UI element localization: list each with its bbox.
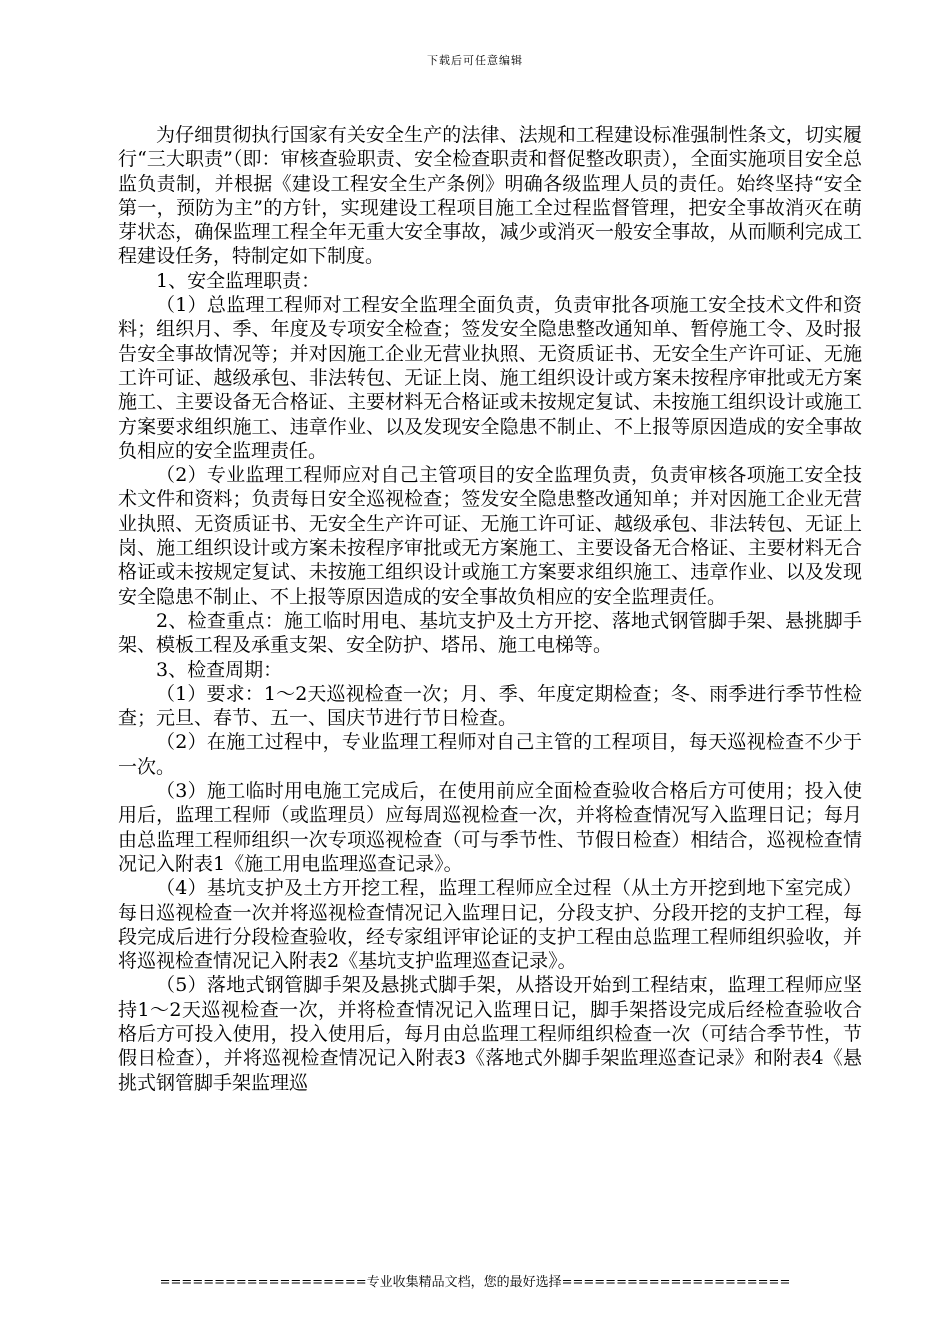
intro-paragraph: 为仔细贯彻执行国家有关安全生产的法律、法规和工程建设标准强制性条文，切实履行“三大职责”（即：审核查验职责、安全检查职责和督促整改职责），全面实施项目安全总监负责制，并根据《建设工程安全生产条例》明确各级监理人员的责任。始终坚持“安全第一，预防为主”的方针，实现建设工程项目施工全过程监督管理，把安全事故消灭在萌芽状态，确保监理工程全年无重大安全事故，减少或消灭一般安全事故，从而顺利完成工程建设任务，特制定如下制度。	[118, 124, 862, 268]
paragraph-daily-patrol: （2）在施工过程中，专业监理工程师对自己主管的工程项目，每天巡视检查不少于一次。	[118, 731, 862, 778]
section-heading-inspection-focus: 2、检查重点：施工临时用电、基坑支护及土方开挖、落地式钢管脚手架、悬挑脚手架、模板工程及承重支架、安全防护、塔吊、施工电梯等。	[118, 609, 862, 657]
document-body	[118, 123, 862, 1095]
paragraph-cycle-requirements: （1）要求：1～2天巡视检查一次；月、季、年度定期检查；冬、雨季进行季节性检查；元旦、春节、五一、国庆节进行节日检查。	[118, 682, 862, 730]
section-heading-responsibilities: 1、安全监理职责：	[156, 269, 321, 292]
page-footer-note: ===================专业收集精品文档，您的最好选择=====================	[159, 1275, 791, 1290]
paragraph-foundation-pit: （4）基坑支护及土方开挖工程，监理工程师应全过程（从土方开挖到地下室完成）每日巡视检查一次并将巡视检查情况记入监理日记，分段支护、分段开挖的支护工程，每段完成后进行分段检查验收，经专家组评审论证的支护工程由总监理工程师组织验收，并将巡视检查情况记入附表2《基坑支护监理巡查记录》。	[118, 877, 862, 973]
page-header-note: 下载后可任意编辑	[427, 54, 523, 67]
paragraph-specialist-engineer-duty: （2）专业监理工程师应对自己主管项目的安全监理负责，负责审核各项施工安全技术文件和资料；负责每日安全巡视检查；签发安全隐患整改通知单；并对因施工企业无营业执照、无资质证书、无安全生产许可证、无施工许可证、越级承包、非法转包、无证上岗、施工组织设计或方案未按程序审批或无方案施工、主要设备无合格证、主要材料无合格证或未按规定复试、未按施工组织设计或施工方案要求组织施工、违章作业、以及发现安全隐患不制止、不上报等原因造成的安全事故负相应的安全监理责任。	[118, 464, 862, 608]
paragraph-scaffolding: （5）落地式钢管脚手架及悬挑式脚手架，从搭设开始到工程结束，监理工程师应坚持1～2天巡视检查一次，并将检查情况记入监理日记，脚手架搭设完成后经检查验收合格后方可投入使用，投入使用后，每月由总监理工程师组织检查一次（可结合季节性，节假日检查），并将巡视检查情况记入附表3《落地式外脚手架监理巡查记录》和附表4《悬挑式钢管脚手架监理巡	[118, 974, 862, 1094]
section-heading-inspection-cycle: 3、检查周期：	[156, 658, 283, 681]
paragraph-temporary-power: （3）施工临时用电施工完成后，在使用前应全面检查验收合格后方可使用；投入使用后，监理工程师（或监理员）应每周巡视检查一次，并将检查情况写入监理日记；每月由总监理工程师组织一次专项巡视检查（可与季节性、节假日检查）相结合，巡视检查情况记入附表1《施工用电监理巡查记录》。	[118, 780, 862, 875]
paragraph-chief-engineer-duty: （1）总监理工程师对工程安全监理全面负责，负责审批各项施工安全技术文件和资料；组织月、季、年度及专项安全检查；签发安全隐患整改通知单、暂停施工令、及时报告安全事故情况等；并对因施工企业无营业执照、无资质证书、无安全生产许可证、无施工许可证、越级承包、非法转包、无证上岗、施工组织设计或方案未按程序审批或无方案施工、主要设备无合格证、主要材料无合格证或未按规定复试、未按施工组织设计或施工方案要求组织施工、违章作业、以及发现安全隐患不制止、不上报等原因造成的安全事故负相应的安全监理责任。	[118, 294, 862, 462]
